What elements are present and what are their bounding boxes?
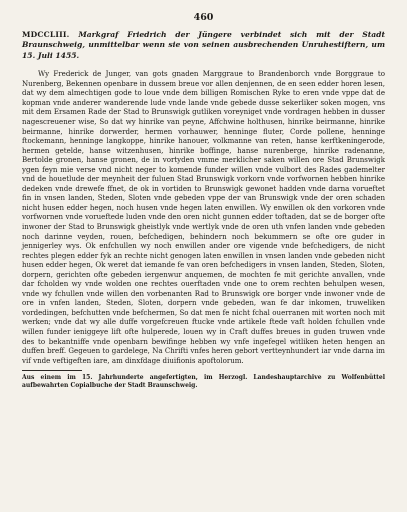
charter-heading [22, 30, 385, 61]
page-number: 460 [193, 12, 214, 23]
charter-title: Markgraf Friedrich der Jüngere verbindet sich mit der Stadt Braunschweig, unmittelbar wenn sie von seinen ausbrechenden Unruhestiftern, um 15. Juli 1455. [22, 30, 385, 60]
footnote: Aus einem im 15. Jahrhunderte angefertigten, im Herzogl. Landeshauptarchive zu Wolfenbüttel aufbewahrten Copialbuche der Stadt Braunschweig. [22, 374, 385, 390]
charter-number: MDCCLIII. [22, 30, 70, 39]
charter-body: Wy Frederick de Junger, van gots gnaden Marggraue to Brandenborch vnde Borggraue to Nurenberg, Bekennen openbare in dussem breue vor allen denjennen, de en seen edder horen lesen, dat wy dem almechtigen gode to loue vnde dem billigen Romischen Ryke to eren vnde vppe dat de kopman vnde anderer wanderende lude vnde lande vnde gebede dusse sekerliker soken mogen, vns mit dem Ersamen Rade der Stad to Brunswigk gutliken voreyniget vnde vordragen hebben in dusser nagescreuener wise, So dat wy hinrike van peyne, Affchwine holthusen, hinrike beirmanne, hinrike beirmanne, hinrike dorwerder, hermen vorhauwer, henninge fluter, Corde pollene, henninge ftockemann, henninge langkoppe, hinrike hanouer, volkmanne van reten, hanse kerftkeningerode, hermen getelde, hanse witzenhusen, hinrike boffinge, hanse nurenberge, hinrike radenanne, Bertolde gronen, hanse gronen, de in vortyden vmme merklicher saken willen ore Stad Brunswigk ygen feyn mie verse vnd nicht neger to komende funder willen vnde vulbort des Rades gademelter vnd de houetlude der meynheit der fuluen Stad Brunswigk vorkorn vnde vorfwornen hebben hinrike dedeken vnde drewefe ffnet, de ok in vortiden to Brunswigk gewonet hadden vnde darna vorueftet fin in vnsen landen, Steden, Sloten vnde gebeden vppe der van Brunswigk vnde der oren schaden nicht husen edder hegen, noch husen vnde hegen laten enwillen. Wy enwillen ok den vorkoren vnde vorfwornen vnde vorueftede luden vnde den oren nicht gunnen edder toftaden, dat se de borger ofte inwoner der Stad to Brunswigk gheistlyk vnde wertlyk vnde de oren uth vnfen landen vnde gebeden noch darinne veyden, rouen, befchedigen, behindern noch bekummern se ofte ore guder in jennigerley wys. Ok enfchullen wy noch enwillen ander ore vigende vnde befchedigers, de nicht rechtes plegen edder fyk an rechte nicht genogen laten enwillen in vnsen landen vnde gebeden nicht husen edder hegen, Ok weret dat iemande fe van oren befchedigers in vnsen landen, Steden, Sloten, dorpern, gerichten ofte gebeden iergenwur anquemen, de mochten fe mit gerichte anvallen, vnde dar fcholden wy vnde wolden one rechtes ouerftaden vnde one to orem rechten behulpen wesen, vnde wy fchullen vnde willen den vorbenanten Rad to Brunswigk ore borger vnde inwoner vnde de ore in vnfen landen, Steden, Sloten, dorpern vnde gebeden, wan fe dar inkomen, truweliken vordedingen, befchutten vnde befchermen, So dat men fe nicht fchal ouerranen mit worten noch mit werken; vnde dat wy alle duffe vorgefcreuen ftucke vnde artikele ftede vaft holden fchullen vnde willen funder ieniggeye lift ofte hulperede, louen wy in Craft duffes breues in guden truwen vnde des to bekantniffe vnde openbarn bewifinge hebben wy vnfe ingefegel witliken heten hengen an duffen breff. Gegeuen to gardelege, Na Chrifti vnfes heren gebort vertteynhundert iar vnde darna im vif vnde veftigeften iare, am dinxfdage diuifionis apoftolorum. [22, 69, 385, 365]
footnote-divider [22, 370, 82, 371]
